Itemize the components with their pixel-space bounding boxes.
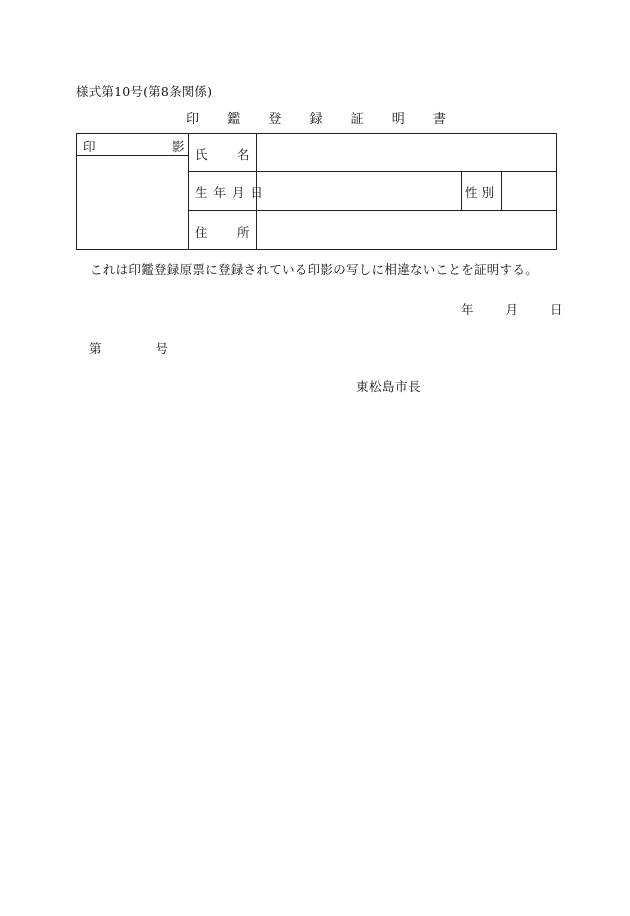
seal-label-left: 印: [83, 139, 96, 154]
address-label-2: 所: [237, 225, 250, 240]
seal-column-divider: [188, 134, 189, 249]
issuer-name: 東松島市長: [356, 379, 422, 394]
date-day-label: 日: [549, 302, 563, 317]
name-label-2: 名: [237, 147, 250, 162]
address-label-1: 住: [195, 225, 208, 240]
seal-impression-area: [78, 156, 188, 249]
serial-prefix: 第: [89, 341, 102, 356]
date-month-label: 月: [505, 302, 518, 317]
serial-suffix: 号: [155, 341, 168, 356]
name-label-1: 氏: [195, 147, 208, 162]
document-title: [0, 108, 630, 127]
sex-label-right-divider: [501, 171, 502, 210]
date-year-label: 年: [461, 302, 474, 317]
certification-statement: これは印鑑登録原票に登録されている印影の写しに相違ないことを証明する。: [90, 262, 539, 277]
birthdate-row-divider: [188, 210, 556, 211]
seal-label-right: 影: [172, 139, 185, 154]
certificate-table: [76, 133, 557, 250]
issue-date: [461, 300, 562, 318]
sex-label-left-divider: [461, 171, 462, 210]
document-title-text: 印 鑑 登 録 証 明 書: [186, 112, 458, 127]
form-number: 様式第10号(第8条関係): [76, 84, 213, 99]
serial-number: [89, 339, 168, 357]
sex-label: 性 別: [465, 185, 494, 200]
birthdate-label: 生 年 月 日: [195, 185, 264, 200]
